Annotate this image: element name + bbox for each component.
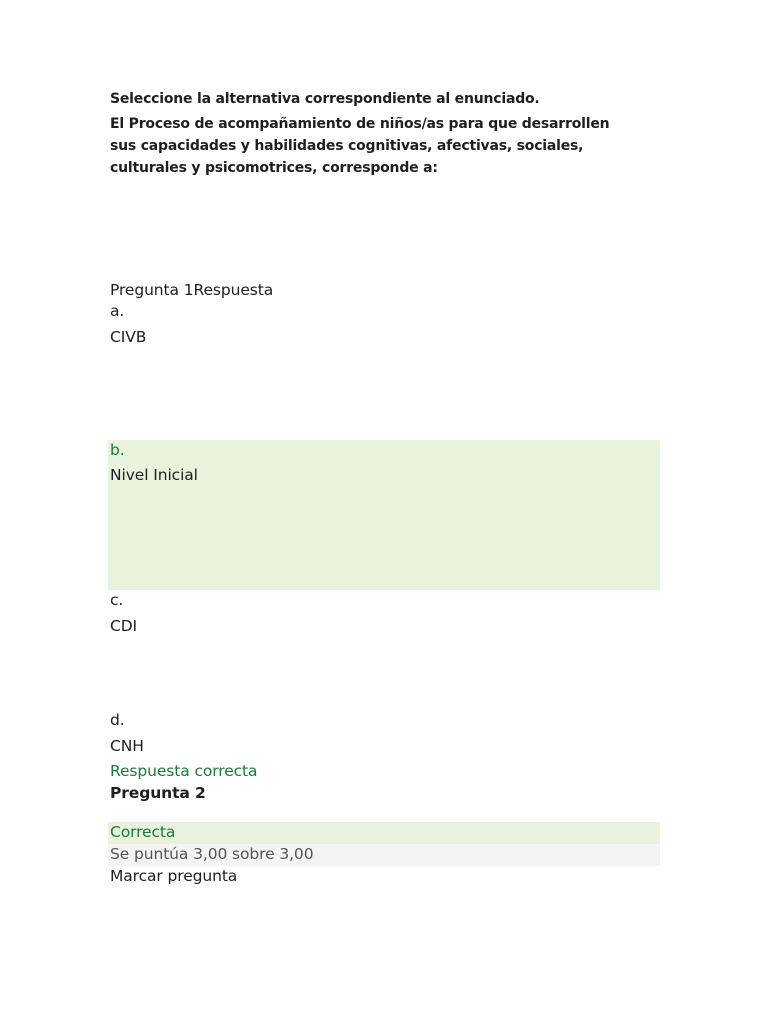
option-c-label: CDI: [110, 617, 138, 635]
question-header: Pregunta 1Respuesta: [110, 281, 274, 299]
flag-question-link[interactable]: Marcar pregunta: [110, 867, 238, 885]
option-d-label: CNH: [110, 737, 144, 755]
feedback-correct: Respuesta correcta: [110, 762, 258, 780]
status-correct: Correcta: [110, 823, 176, 841]
question-text-line-2: sus capacidades y habilidades cognitivas, afectivas, sociales,: [110, 138, 584, 154]
option-c-letter: c.: [110, 591, 124, 609]
option-b-letter: b.: [110, 441, 125, 459]
status-band: [108, 822, 660, 844]
score-text: Se puntúa 3,00 sobre 3,00: [110, 845, 314, 863]
question-text-line-1: El Proceso de acompañamiento de niños/as para que desarrollen: [110, 116, 610, 132]
next-question-title: Pregunta 2: [110, 784, 206, 802]
option-d-letter: d.: [110, 711, 125, 729]
question-instruction: Seleccione la alternativa correspondiente al enunciado.: [110, 91, 540, 107]
question-text-line-3: culturales y psicomotrices, corresponde a:: [110, 160, 438, 176]
option-b-label: Nivel Inicial: [110, 466, 198, 484]
option-b-correct-highlight[interactable]: [108, 440, 660, 590]
option-a-letter: a.: [110, 302, 125, 320]
option-a-label: CIVB: [110, 328, 147, 346]
